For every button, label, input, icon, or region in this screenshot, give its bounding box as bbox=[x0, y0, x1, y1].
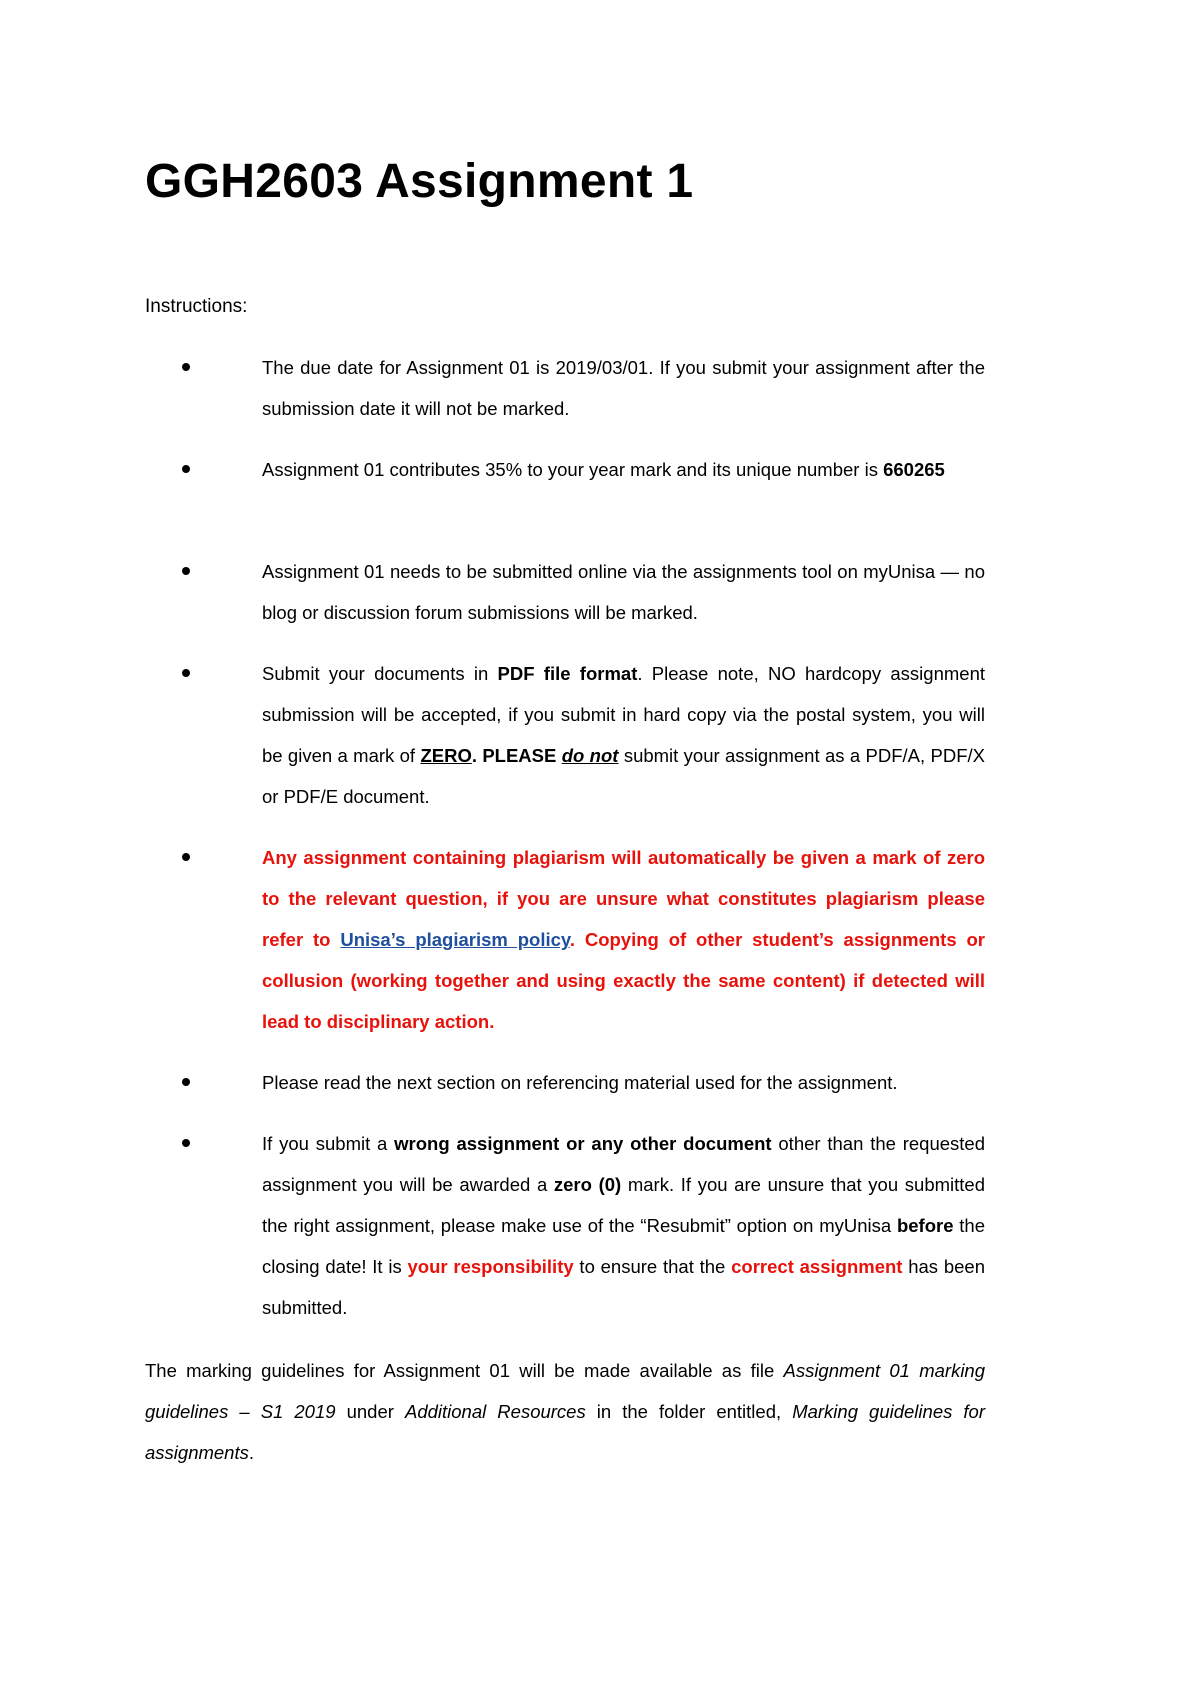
referencing-text: Please read the next section on referencing material used for the assignment. bbox=[262, 1072, 898, 1093]
additional-resources: Additional Resources bbox=[404, 1401, 586, 1422]
closing-text-2: under bbox=[335, 1401, 405, 1422]
due-date-text: The due date for Assignment 01 is 2019/03/01. If you submit your assignment after the submission date it will not be marked. bbox=[262, 357, 985, 419]
bullet-icon bbox=[182, 363, 190, 371]
bullet-icon bbox=[182, 567, 190, 575]
document-title: GGH2603 Assignment 1 bbox=[145, 155, 694, 208]
bullet-icon bbox=[182, 465, 190, 473]
wrong-text-3: mark. If you are unsure that you submitted the right assignment, please make use of the “Resubmit” option on myUnisa bbox=[262, 1174, 985, 1236]
bullet-icon bbox=[182, 669, 190, 677]
pdf-text-3: submit your assignment as a PDF/A, PDF/X or PDF/E document. bbox=[262, 745, 985, 807]
any-other-document: any other document bbox=[591, 1133, 772, 1154]
unique-number: 660265 bbox=[883, 459, 945, 480]
pdf-file-format: PDF file format bbox=[497, 663, 638, 684]
bullet-icon bbox=[182, 1078, 190, 1086]
wrong-text-or: or bbox=[559, 1133, 592, 1154]
zero-mark: ZERO bbox=[420, 745, 472, 766]
closing-text-4: . bbox=[248, 1442, 254, 1463]
closing-text-1: The marking guidelines for Assignment 01 will be made available as file bbox=[145, 1360, 784, 1381]
do-not-emphasis: do not bbox=[561, 745, 619, 766]
wrong-text-1: If you submit a bbox=[262, 1133, 395, 1154]
wrong-text-5: to ensure that the bbox=[573, 1256, 732, 1277]
guidelines-file-name: Assignment 01 marking guidelines – S1 2019 bbox=[145, 1360, 986, 1422]
bullet-icon bbox=[182, 853, 190, 861]
wrong-text-4: the closing date! It is bbox=[262, 1215, 985, 1277]
instructions-label: Instructions: bbox=[145, 296, 248, 317]
plagiarism-text-2: . Copying of other student’s assignments or collusion (working together and using exactly the same content) if detected will lead to disciplinary action. bbox=[262, 929, 985, 1032]
wrong-text-2: other than the requested assignment you will be awarded a bbox=[262, 1133, 986, 1195]
wrong-text-6: has been submitted. bbox=[262, 1256, 985, 1318]
marking-guidelines-folder: Marking guidelines for assignments bbox=[145, 1401, 985, 1463]
before-emphasis: before bbox=[896, 1215, 954, 1236]
zero-zero: zero (0) bbox=[553, 1174, 622, 1195]
closing-text-3: in the folder entitled, bbox=[585, 1401, 793, 1422]
pdf-text-1: Submit your documents in bbox=[262, 663, 498, 684]
submit-online-text: Assignment 01 needs to be submitted online via the assignments tool on myUnisa — no blog or discussion forum submissions will be marked. bbox=[262, 561, 985, 623]
plagiarism-text-1: Any assignment containing plagiarism will automatically be given a mark of zero to the relevant question, if you are unsure what constitutes plagiarism please refer to bbox=[262, 847, 985, 950]
contribution-text: Assignment 01 contributes 35% to your year mark and its unique number is bbox=[262, 459, 884, 480]
wrong-assignment: wrong assignment bbox=[394, 1133, 560, 1154]
bullet-icon bbox=[182, 1139, 190, 1147]
pdf-text-2: . Please note, NO hardcopy assignment submission will be accepted, if you submit in hard copy via the postal system, you will be given a mark of bbox=[262, 663, 985, 766]
please-label: . PLEASE bbox=[471, 745, 562, 766]
plagiarism-policy-link[interactable]: Unisa’s plagiarism policy bbox=[340, 929, 570, 950]
marking-guidelines-paragraph bbox=[145, 1350, 985, 1473]
your-responsibility: your responsibility bbox=[407, 1256, 574, 1277]
correct-assignment: correct assignment bbox=[731, 1256, 903, 1277]
